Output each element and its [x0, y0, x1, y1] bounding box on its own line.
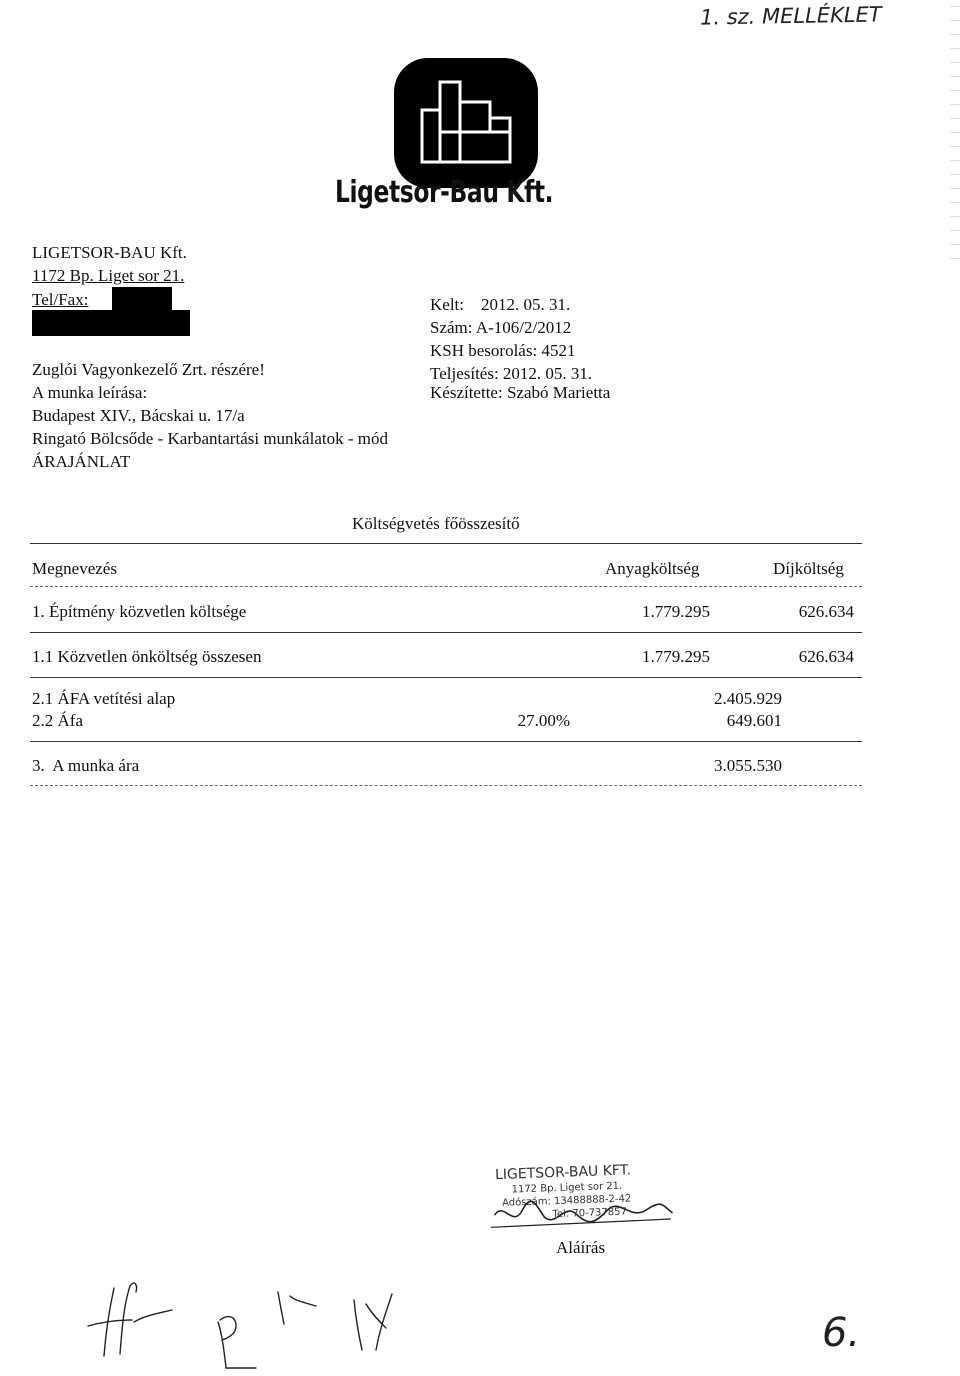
stamp-phone: Tel: 70-737857	[552, 1206, 628, 1221]
rule-top	[30, 543, 862, 544]
page-number: 6.	[822, 1310, 861, 1356]
stamp-company: LIGETSOR-BAU KFT.	[494, 1162, 632, 1184]
row-material: 1.779.295	[642, 602, 710, 621]
row-name: 3. A munka ára	[32, 756, 140, 775]
logo-wordmark: Ligetsor-Bau Kft.	[335, 175, 554, 210]
scan-edge-artifact	[950, 0, 960, 260]
company-phone-label: Tel/Fax:	[32, 290, 89, 309]
stamp-signature-scribble	[489, 1161, 681, 1238]
row-name: 2.2 Áfa	[32, 711, 83, 730]
row-value: 3.055.530	[714, 756, 782, 775]
company-name: LIGETSOR-BAU Kft.	[32, 243, 187, 262]
stamp-taxnumber: Adószám: 13488888-2-42	[501, 1193, 632, 1209]
rule-row4	[30, 741, 862, 742]
completion-date: Teljesítés: 2012. 05. 31.	[430, 364, 593, 383]
rule-row2	[30, 677, 862, 678]
row-name: 2.1 ÁFA vetítési alap	[32, 689, 176, 708]
prepared-by: Készítette: Szabó Marietta	[430, 383, 611, 402]
row-rate: 27.00%	[517, 711, 570, 730]
company-address: 1172 Bp. Liget sor 21.	[32, 266, 185, 285]
rule-header	[30, 586, 862, 587]
row-value: 649.601	[726, 711, 782, 730]
redacted-fax	[32, 310, 190, 336]
rule-row1	[30, 632, 862, 633]
row-name: 1.1 Közvetlen önköltség összesen	[32, 647, 262, 666]
row-fee: 626.634	[798, 602, 854, 621]
row-fee: 626.634	[798, 647, 854, 666]
work-label: A munka leírása:	[32, 383, 148, 402]
stamp-address: 1172 Bp. Liget sor 21.	[511, 1180, 623, 1196]
row-material: 1.779.295	[642, 647, 710, 666]
header-material: Anyagköltség	[605, 559, 700, 578]
header-fee: Díjköltség	[773, 559, 844, 578]
header-name: Megnevezés	[32, 559, 117, 578]
signature-label: Aláírás	[556, 1238, 606, 1257]
summary-heading: Költségvetés főösszesítő	[352, 514, 520, 533]
issue-date: Kelt: 2012. 05. 31.	[430, 295, 571, 314]
work-description: Ringató Bölcsőde - Karbantartási munkálatok - mód	[32, 429, 388, 448]
company-logo	[394, 58, 538, 188]
row-name: 1. Építmény közvetlen költsége	[32, 602, 247, 621]
company-stamp	[489, 1161, 681, 1238]
rule-bottom	[30, 785, 862, 786]
ksh-classification: KSH besorolás: 4521	[430, 341, 576, 360]
redacted-phone	[112, 287, 172, 311]
recipient: Zuglói Vagyonkezelő Zrt. részére!	[32, 360, 265, 379]
work-address: Budapest XIV., Bácskai u. 17/a	[32, 406, 245, 425]
document-title: ÁRAJÁNLAT	[32, 452, 131, 471]
annex-note: 1. sz. MELLÉKLET	[699, 2, 882, 30]
handwritten-initials	[80, 1270, 460, 1374]
row-value: 2.405.929	[714, 689, 782, 708]
document-number: Szám: A-106/2/2012	[430, 318, 572, 337]
logo-mark	[394, 58, 538, 188]
